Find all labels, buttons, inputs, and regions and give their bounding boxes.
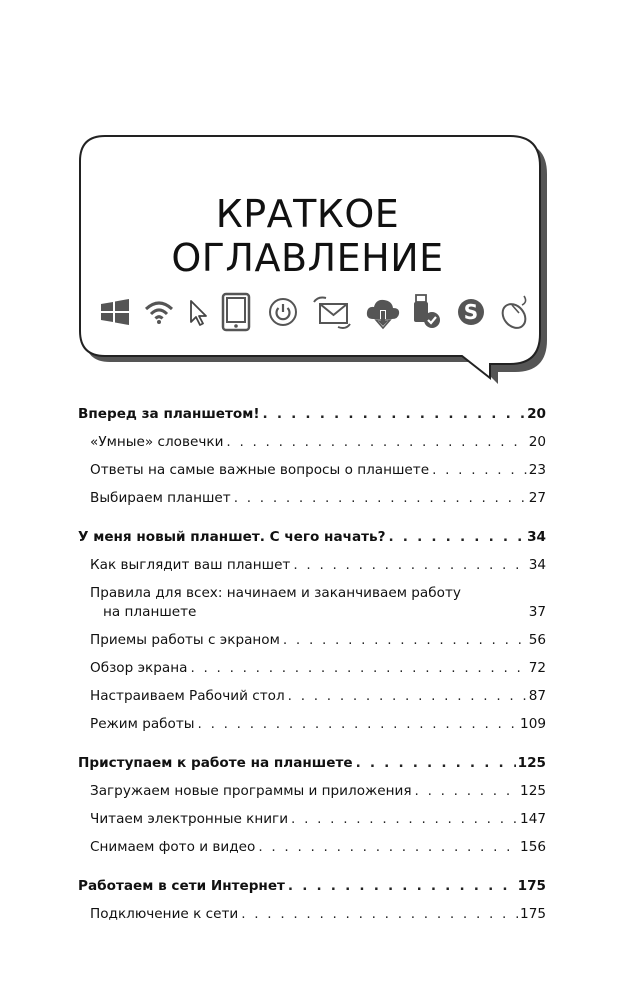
toc-section[interactable] <box>78 462 546 479</box>
toc-section[interactable] <box>78 660 546 677</box>
toc-label: Обзор экрана <box>90 660 188 676</box>
svg-text:S: S <box>463 300 479 324</box>
leader-dots <box>190 660 526 677</box>
toc-page: 175 <box>517 878 546 894</box>
toc-section[interactable] <box>78 688 546 705</box>
toc-page: 20 <box>528 434 546 450</box>
leader-dots <box>288 688 527 705</box>
tablet-icon <box>218 292 254 332</box>
toc-label: Режим работы <box>90 716 195 732</box>
table-of-contents <box>78 406 546 923</box>
page-title: КРАТКОЕ ОГЛАВЛЕНИЕ <box>171 192 444 280</box>
toc-chapter[interactable] <box>78 878 546 895</box>
toc-page: 27 <box>528 490 546 506</box>
leader-dots <box>263 406 526 423</box>
toc-label: Как выглядит ваш планшет <box>90 557 291 573</box>
toc-label: Ответы на самые важные вопросы о планшете <box>90 462 430 478</box>
toc-label: Приступаем к работе на планшете <box>78 755 353 771</box>
usb-check-icon <box>410 292 444 332</box>
toc-section[interactable] <box>78 585 546 621</box>
icon-strip <box>98 292 538 336</box>
email-sync-icon <box>312 292 352 332</box>
leader-dots <box>293 557 526 574</box>
leader-dots <box>226 434 526 451</box>
toc-chapter[interactable] <box>78 755 546 772</box>
toc-page: 87 <box>528 688 546 704</box>
leader-dots <box>241 906 518 923</box>
toc-chapter[interactable] <box>78 406 546 423</box>
leader-dots <box>198 716 519 733</box>
toc-chapter[interactable] <box>78 529 546 546</box>
toc-page: 34 <box>528 557 546 573</box>
toc-page: 175 <box>520 906 546 922</box>
toc-section[interactable] <box>78 632 546 649</box>
cloud-download-icon <box>364 292 402 332</box>
toc-page: 147 <box>520 811 546 827</box>
toc-label: Правила для всех: начинаем и заканчиваем работу <box>90 585 461 601</box>
toc-section[interactable] <box>78 490 546 507</box>
leader-dots <box>288 878 516 895</box>
toc-label: Загружаем новые программы и приложения <box>90 783 412 799</box>
wifi-icon <box>142 292 176 332</box>
toc-page: 125 <box>520 783 546 799</box>
toc-label: Приемы работы с экраном <box>90 632 280 648</box>
toc-label: Вперед за планшетом! <box>78 406 260 422</box>
toc-page: 109 <box>520 716 546 732</box>
leader-dots <box>389 529 526 546</box>
toc-section[interactable] <box>78 557 546 574</box>
toc-section[interactable] <box>78 811 546 828</box>
toc-section[interactable] <box>78 839 546 856</box>
skype-icon <box>454 292 488 332</box>
toc-section[interactable] <box>78 434 546 451</box>
toc-label: Снимаем фото и видео <box>90 839 256 855</box>
toc-page: 72 <box>528 660 546 676</box>
toc-page: 56 <box>528 632 546 648</box>
cursor-icon <box>182 292 216 332</box>
toc-page: 125 <box>517 755 546 771</box>
toc-label-continued: на планшете <box>103 604 197 620</box>
toc-page: 37 <box>528 604 546 620</box>
leader-dots <box>415 783 519 800</box>
toc-label: «Умные» словечки <box>90 434 224 450</box>
toc-section[interactable] <box>78 716 546 733</box>
windows-icon <box>98 292 132 332</box>
toc-page: 34 <box>527 529 546 545</box>
toc-section[interactable] <box>78 783 546 800</box>
toc-page: 20 <box>527 406 546 422</box>
leader-dots <box>432 462 527 479</box>
toc-label: У меня новый планшет. С чего начать? <box>78 529 386 545</box>
toc-label: Настраиваем Рабочий стол <box>90 688 285 704</box>
leader-dots <box>258 839 518 856</box>
toc-page: 23 <box>528 462 546 478</box>
leader-dots <box>356 755 516 772</box>
leader-dots <box>283 632 527 649</box>
power-icon <box>266 292 300 332</box>
toc-label: Читаем электронные книги <box>90 811 289 827</box>
toc-label: Работаем в сети Интернет <box>78 878 285 894</box>
leader-dots <box>234 490 527 507</box>
toc-label: Подключение к сети <box>90 906 239 922</box>
toc-label: Выбираем планшет <box>90 490 231 506</box>
toc-page: 156 <box>520 839 546 855</box>
mouse-icon <box>496 292 532 332</box>
leader-dots <box>291 811 518 828</box>
toc-section[interactable] <box>78 906 546 923</box>
